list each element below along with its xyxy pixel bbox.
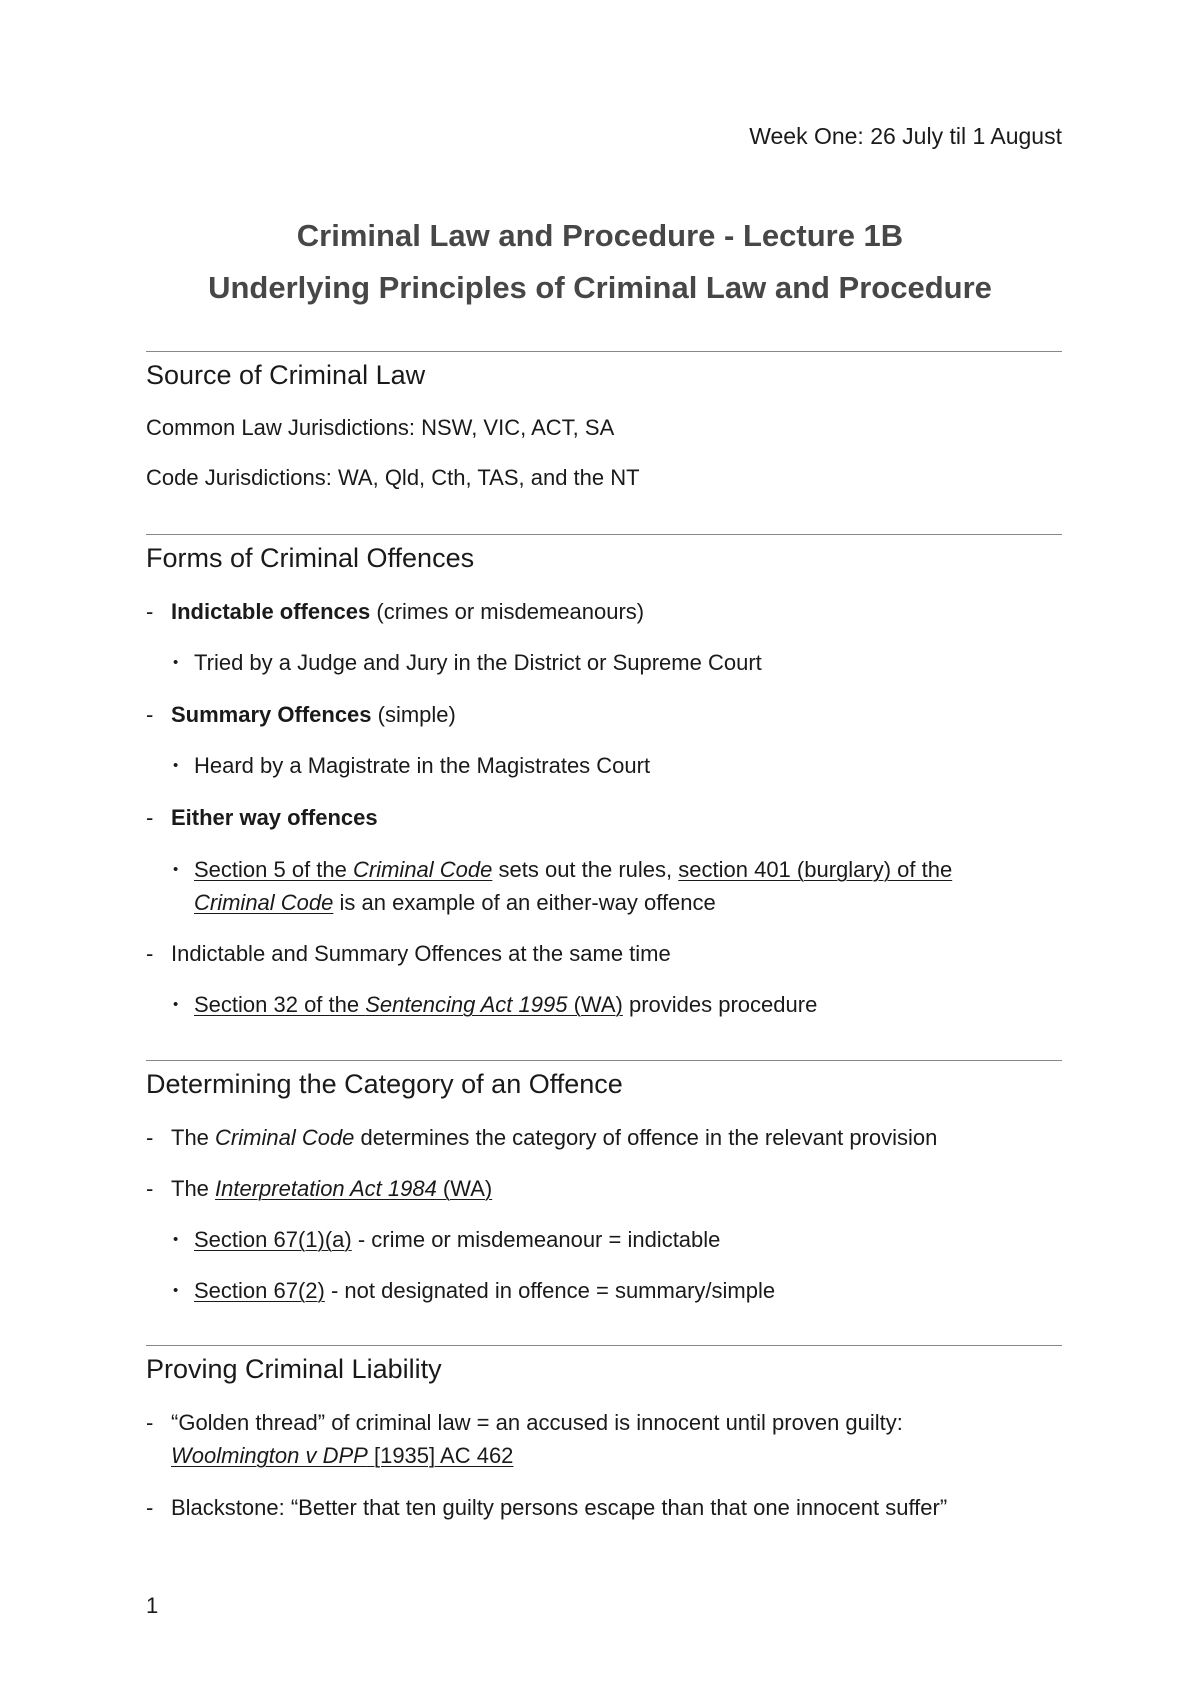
dash-marker: - xyxy=(146,1410,154,1435)
case-citation xyxy=(171,1441,513,1471)
section-heading-forms: Forms of Criminal Offences xyxy=(146,543,475,573)
section-divider xyxy=(146,1060,1062,1061)
list-subitem-either-way-line2 xyxy=(194,888,716,918)
jurisdiction: (WA) xyxy=(436,1176,493,1201)
term-bold: Indictable offences xyxy=(171,599,371,624)
list-subitem-67-2 xyxy=(194,1276,775,1306)
week-date: Week One: 26 July til 1 August xyxy=(749,123,1062,149)
statute-name: Sentencing Act 1995 xyxy=(365,992,568,1017)
bullet-marker: • xyxy=(173,861,179,878)
section-32-link[interactable] xyxy=(194,992,623,1017)
bullet-marker: • xyxy=(173,996,179,1013)
section-divider xyxy=(146,351,1062,352)
list-item-both: Indictable and Summary Offences at the same time xyxy=(171,941,671,966)
bullet-marker: • xyxy=(173,1231,179,1248)
term-desc: (crimes or misdemeanours) xyxy=(370,599,645,624)
interpretation-act-link[interactable] xyxy=(215,1176,492,1201)
term-bold: Summary Offences xyxy=(171,702,372,727)
page-subtitle: Underlying Principles of Criminal Law and Procedure xyxy=(208,270,992,305)
body-text: The xyxy=(171,1125,216,1150)
section-401-link[interactable]: section 401 (burglary) of the xyxy=(678,857,953,882)
section-divider xyxy=(146,534,1062,535)
list-subitem-both xyxy=(194,990,817,1020)
criminal-code-link[interactable]: Criminal Code xyxy=(194,890,334,915)
list-subitem-summary: Heard by a Magistrate in the Magistrates Court xyxy=(194,753,651,778)
woolmington-link[interactable] xyxy=(171,1443,513,1468)
body-text: determines the category of offence in the relevant provision xyxy=(354,1125,938,1150)
list-item-criminal-code xyxy=(171,1123,937,1153)
list-subitem-indictable: Tried by a Judge and Jury in the District or Supreme Court xyxy=(194,650,762,675)
case-name: Woolmington v DPP xyxy=(171,1443,368,1468)
statute-name: Criminal Code xyxy=(215,1125,355,1150)
body-text: - crime or misdemeanour = indictable xyxy=(351,1227,721,1252)
list-item-summary xyxy=(171,700,456,730)
body-text: is an example of an either-way offence xyxy=(333,890,716,915)
dash-marker: - xyxy=(146,1495,154,1520)
section-heading-source: Source of Criminal Law xyxy=(146,360,426,390)
dash-marker: - xyxy=(146,941,154,966)
statute-name: Criminal Code xyxy=(353,857,493,882)
section-heading-proving: Proving Criminal Liability xyxy=(146,1354,442,1384)
bullet-marker: • xyxy=(173,654,179,671)
link-text: Section 5 of the xyxy=(194,857,353,882)
dash-marker: - xyxy=(146,702,154,727)
dash-marker: - xyxy=(146,1125,154,1150)
list-item-golden-thread: “Golden thread” of criminal law = an accused is innocent until proven guilty: xyxy=(171,1410,903,1435)
citation: [1935] AC 462 xyxy=(367,1443,514,1468)
jurisdiction: (WA) xyxy=(567,992,623,1017)
bullet-marker: • xyxy=(173,1282,179,1299)
common-law-jurisdictions: Common Law Jurisdictions: NSW, VIC, ACT, SA xyxy=(146,415,615,440)
list-item-either-way xyxy=(171,803,378,833)
dash-marker: - xyxy=(146,805,154,830)
statute-name: Interpretation Act 1984 xyxy=(215,1176,437,1201)
list-item-interpretation-act xyxy=(171,1174,492,1204)
body-text: - not designated in offence = summary/simple xyxy=(324,1278,776,1303)
list-subitem-67-1-a xyxy=(194,1225,720,1255)
section-67-1-a-link[interactable]: Section 67(1)(a) xyxy=(194,1227,352,1252)
list-item-blackstone: Blackstone: “Better that ten guilty persons escape than that one innocent suffer” xyxy=(171,1495,948,1520)
section-67-2-link[interactable]: Section 67(2) xyxy=(194,1278,325,1303)
page-number: 1 xyxy=(146,1593,159,1618)
dash-marker: - xyxy=(146,1176,154,1201)
body-text: The xyxy=(171,1176,216,1201)
page-title: Criminal Law and Procedure - Lecture 1B xyxy=(296,218,904,253)
section-5-link[interactable] xyxy=(194,857,492,882)
body-text: provides procedure xyxy=(622,992,818,1017)
code-jurisdictions: Code Jurisdictions: WA, Qld, Cth, TAS, and the NT xyxy=(146,465,640,490)
list-item-indictable xyxy=(171,597,644,627)
section-heading-determining: Determining the Category of an Offence xyxy=(146,1069,623,1099)
list-subitem-either-way-line1 xyxy=(194,855,952,885)
term-desc: (simple) xyxy=(371,702,456,727)
body-text: sets out the rules, xyxy=(492,857,679,882)
link-text: Section 32 of the xyxy=(194,992,366,1017)
section-divider xyxy=(146,1345,1062,1346)
bullet-marker: • xyxy=(173,757,179,774)
dash-marker: - xyxy=(146,599,154,624)
term-bold: Either way offences xyxy=(171,805,378,830)
